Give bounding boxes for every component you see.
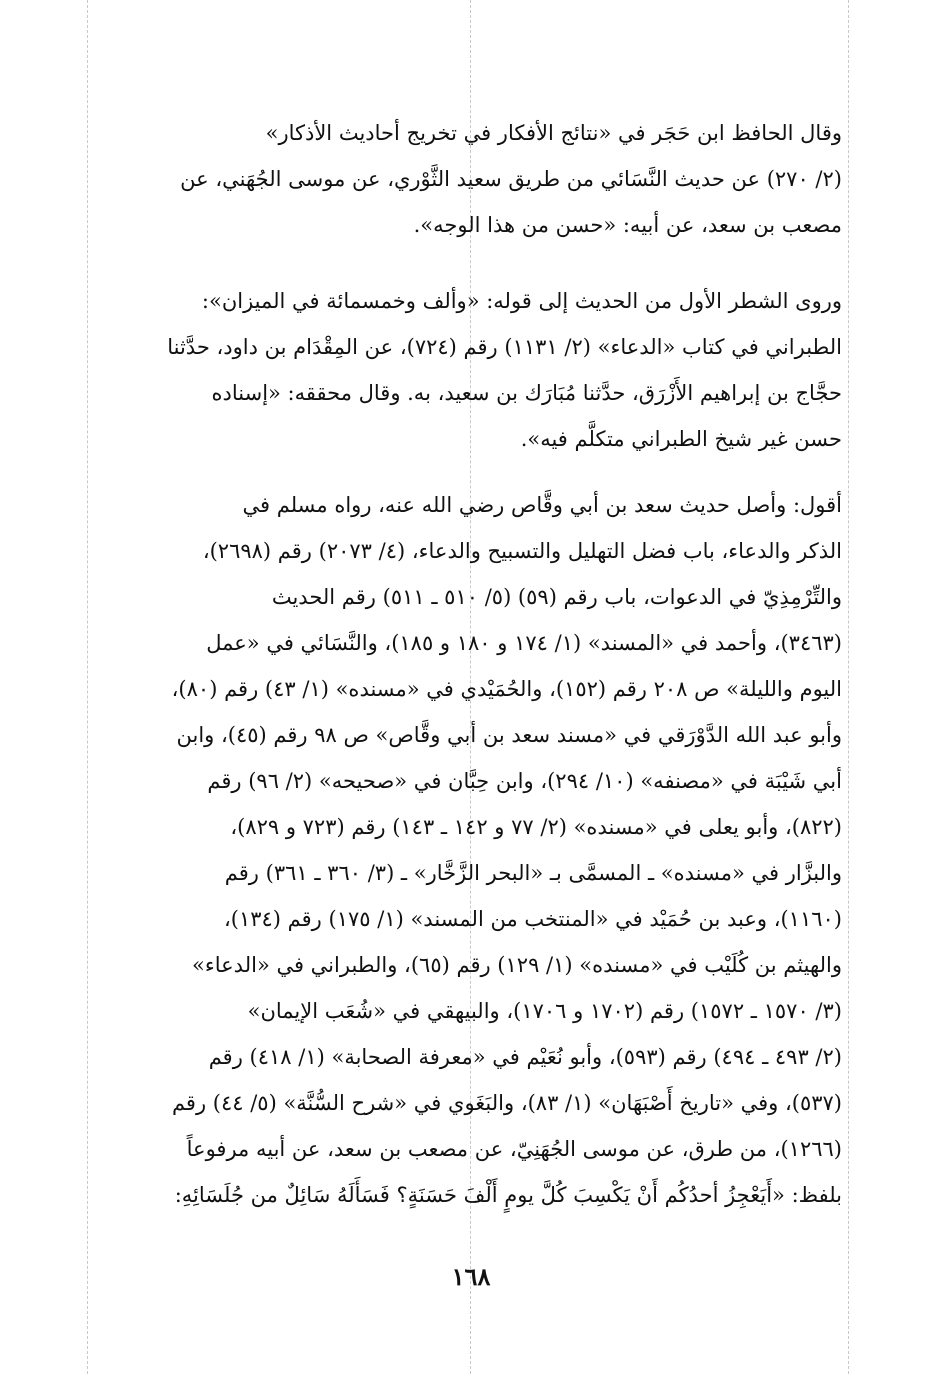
text-line: (٢/ ٤٩٣ ـ ٤٩٤) رقم (٥٩٣)، وأبو نُعَيْم في «معرفة الصحابة» (١/ ٤١٨) رقم (208, 1045, 842, 1069)
text-line: مصعب بن سعد، عن أبيه: «حسن من هذا الوجه». (413, 213, 842, 237)
text-line: والتِّرْمِذِيّ في الدعوات، باب رقم (٥٩) (٥/ ٥١٠ ـ ٥١١) رقم الحديث (271, 585, 842, 609)
text-line: (١١٦٠)، وعبد بن حُمَيْد في «المنتخب من المسند» (١/ ١٧٥) رقم (١٣٤)، (223, 907, 842, 931)
paragraph-first-half-narration (118, 278, 842, 462)
text-line: حجَّاج بن إبراهيم الأَزْرَق، حدَّثنا مُبَارَك بن سعيد، به. وقال محققه: «إسناده (211, 381, 842, 405)
text-line: (٣٤٦٣)، وأحمد في «المسند» (١/ ١٧٤ و ١٨٠ و ١٨٥)، والنَّسَائي في «عمل (206, 631, 842, 655)
text-line: والهيثم بن كُلَيْب في «مسنده» (١/ ١٢٩) رقم (٦٥)، والطبراني في «الدعاء» (192, 953, 842, 977)
paragraph-hafiz-quote (118, 110, 842, 248)
text-line: الذكر والدعاء، باب فضل التهليل والتسبيح والدعاء، (٤/ ٢٠٧٣) رقم (٢٦٩٨)، (202, 539, 842, 563)
text-line: وقال الحافظ ابن حَجَر في «نتائج الأفكار في تخريج أحاديث الأذكار» (265, 121, 842, 145)
text-line: حسن غير شيخ الطبراني متكلَّم فيه». (520, 427, 842, 451)
text-line: وروى الشطر الأول من الحديث إلى قوله: «وألف وخمسمائة في الميزان»: (201, 289, 842, 313)
text-line: (٣/ ١٥٧٠ ـ ١٥٧٢) رقم (١٧٠٢ و ١٧٠٦)، والبيهقي في «شُعَب الإيمان» (247, 999, 842, 1023)
text-line: وأبو عبد الله الدَّوْرَقي في «مسند سعد بن أبي وقَّاص» ص ٩٨ رقم (٤٥)، وابن (176, 723, 842, 747)
text-line: (٢/ ٢٧٠) عن حديث النَّسَائي من طريق سعيد الثَّوْري، عن موسى الجُهَني، عن (180, 167, 842, 191)
text-line: أقول: وأصل حديث سعد بن أبي وقَّاص رضي الله عنه، رواه مسلم في (242, 493, 842, 517)
text-line: بلفظ: «أَيَعْجِزُ أحدُكُم أَنْ يَكْسِبَ كُلَّ يومٍ أَلْفَ حَسَنَةٍ؟ فَسَأَلَهُ سَائِلٌ من جُلَسَائِهِ: (174, 1183, 842, 1207)
paragraph-origin-of-hadith (118, 482, 842, 1218)
page-number: ١٦٨ (451, 1262, 491, 1291)
text-line: أبي شَيْبَة في «مصنفه» (١٠/ ٢٩٤)، وابن حِبَّان في «صحيحه» (٢/ ٩٦) رقم (207, 769, 842, 793)
text-line: (١٢٦٦)، من طرق، عن موسى الجُهَنِيّ، عن مصعب بن سعد، عن أبيه مرفوعاً (186, 1137, 842, 1161)
text-line: والبزَّار في «مسنده» ـ المسمَّى بـ «البحر الزَّخَّار» ـ (٣/ ٣٦٠ ـ ٣٦١) رقم (224, 861, 842, 885)
margin-guide-right (848, 0, 849, 1374)
margin-guide-left (87, 0, 88, 1374)
text-line: (٨٢٢)، وأبو يعلى في «مسنده» (٢/ ٧٧ و ١٤٢ ـ ١٤٣) رقم (٧٢٣ و ٨٢٩)، (230, 815, 842, 839)
text-line: اليوم والليلة» ص ٢٠٨ رقم (١٥٢)، والحُمَيْدي في «مسنده» (١/ ٤٣) رقم (٨٠)، (171, 677, 842, 701)
text-line: الطبراني في كتاب «الدعاء» (٢/ ١١٣١) رقم (٧٢٤)، عن المِقْدَام بن داود، حدَّثنا (167, 335, 842, 359)
text-line: (٥٣٧)، وفي «تاريخ أَصْبَهَان» (١/ ٨٣)، والبَغَوي في «شرح السُّنَّة» (٥/ ٤٤) رقم (171, 1091, 842, 1115)
